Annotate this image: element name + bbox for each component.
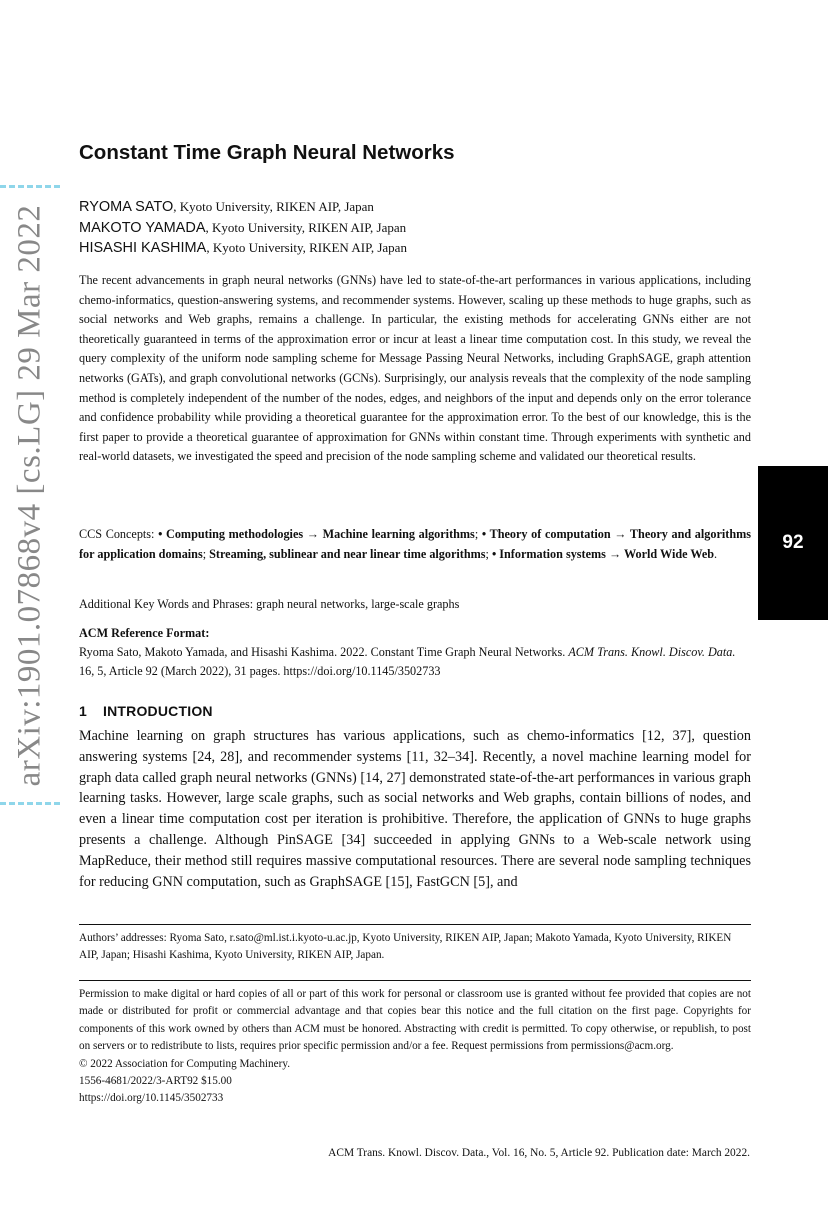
permission-divider xyxy=(79,980,751,981)
acm-reference xyxy=(79,624,751,681)
acm-reference-journal: ACM Trans. Knowl. Discov. Data. xyxy=(568,645,736,659)
ccs-item: • Computing methodologies → Machine learning algorithms xyxy=(158,527,475,541)
arxiv-identifier: arXiv:1901.07868v4 [cs.LG] 29 Mar 2022 xyxy=(11,204,48,786)
ccs-item: Streaming, sublinear and near linear time algorithms xyxy=(209,546,486,561)
abstract: The recent advancements in graph neural networks (GNNs) have led to state-of-the-art performances in various applications, including chemo-informatics, question-answering systems, and recommender systems. However, scaling up these methods to huge graphs, such as social networks and Web graphs, remains a challenge. In particular, the existing methods for accelerating GNNs either are not theoretically guaranteed in terms of the approximation error or incur at least a linear time computation cost. In this study, we reveal the query complexity of the uniform node sampling scheme for Message Passing Neural Networks, including GraphSAGE, graph attention networks (GATs), and graph convolutional networks (GCNs). Surprisingly, our analysis reveals that the complexity of the node sampling method is completely independent of the number of the nodes, edges, and neighbors of the input and depends only on the error tolerance and confidence probability while providing a theoretical guarantee for the approximation error. To the best of our knowledge, this is the first paper to provide a theoretical guarantee of approximation for GNNs within constant time. Through experiments with synthetic and real-world datasets, we investigated the speed and precision of the node sampling scheme and validated our theoretical results. xyxy=(79,273,751,464)
ccs-concepts: CCS Concepts: • Computing methodologies → Machine learning algorithms; • Theory of computation → Theory and algorithms for application domains; Streaming, sublinear and near linear time algorithms; • Information systems → World Wide Web. xyxy=(79,527,751,561)
author-name: RYOMA SATO xyxy=(79,199,174,215)
paper-title: Constant Time Graph Neural Networks xyxy=(79,141,455,164)
author-line xyxy=(79,197,751,218)
author-affiliation: , Kyoto University, RIKEN AIP, Japan xyxy=(173,199,374,214)
issn-line: 1556-4681/2022/3-ART92 $15.00 xyxy=(79,1075,232,1088)
section-heading xyxy=(79,703,213,719)
acm-reference-details: 16, 5, Article 92 (March 2022), 31 pages. https://doi.org/10.1145/3502733 xyxy=(79,664,441,678)
arxiv-stamp xyxy=(0,185,60,805)
article-number-tab: 92 xyxy=(758,466,828,620)
author-name: HISASHI KASHIMA xyxy=(79,240,207,256)
acm-reference-header: ACM Reference Format: xyxy=(79,626,210,640)
page-footer: ACM Trans. Knowl. Discov. Data., Vol. 16, No. 5, Article 92. Publication date: March 2022. xyxy=(328,1147,750,1159)
authors-addresses: Authors’ addresses: Ryoma Sato, r.sato@ml.ist.i.kyoto-u.ac.jp, Kyoto University, RIKEN AIP, Japan; Makoto Yamada, Kyoto University, RIKEN AIP, Japan; Hisashi Kashima, Kyoto University, RIKEN AIP, Japan. xyxy=(79,932,732,962)
footnote-divider xyxy=(79,924,751,925)
acm-reference-text: Ryoma Sato, Makoto Yamada, and Hisashi Kashima. 2022. Constant Time Graph Neural Networks. xyxy=(79,645,569,659)
introduction-paragraph: Machine learning on graph structures has various applications, such as chemo-informatics [12, 37], question answering systems [24, 28], and recommender systems [11, 32–34]. Recently, a novel machine learning model for graph data called graph neural networks (GNNs) [14, 27] demonstrated state-of-the-art performances in various graph learning tasks. However, large scale graphs, such as social networks and Web graphs, contain billions of nodes, and even a linear time computation cost per iteration is prohibitive. Therefore, the application of GNNs to huge graphs presents a challenge. Although PinSAGE [34] succeeded in applying GNNs to a Web-scale network using MapReduce, their method still requires massive computational resources. There are several node sampling techniques for reducing GNN computation, such as GraphSAGE [15], FastGCN [5], and xyxy=(79,728,751,890)
ccs-item: • Information systems → World Wide Web xyxy=(491,546,715,561)
copyright-line: © 2022 Association for Computing Machinery. xyxy=(79,1057,290,1070)
permission-block xyxy=(79,986,751,1108)
doi-line: https://doi.org/10.1145/3502733 xyxy=(79,1092,224,1105)
author-affiliation: , Kyoto University, RIKEN AIP, Japan xyxy=(206,240,407,255)
author-affiliation: , Kyoto University, RIKEN AIP, Japan xyxy=(205,219,407,235)
ccs-label: CCS Concepts: xyxy=(79,527,159,541)
author-line xyxy=(79,218,751,239)
keywords: Additional Key Words and Phrases: graph neural networks, large-scale graphs xyxy=(79,597,460,611)
author-line xyxy=(79,238,751,259)
permission-notice: Permission to make digital or hard copies of all or part of this work for personal or classroom use is granted without fee provided that copies are not made or distributed for profit or commercial advantage and that copies bear this notice and the full citation on the first page. Copyrights for components of this work owned by others than ACM must be honored. Abstracting with credit is permitted. To copy otherwise, or republish, to post on servers or to redistribute to lists, requires prior specific permission and/or a fee. Request permissions from permissions@acm.org. xyxy=(79,988,751,1053)
author-list xyxy=(79,197,751,259)
author-name: MAKOTO YAMADA xyxy=(79,219,206,236)
section-title: INTRODUCTION xyxy=(103,703,213,719)
section-number: 1 xyxy=(79,703,87,719)
ccs-item: • Theory of computation → Theory and algorithms for application domains xyxy=(79,527,751,561)
